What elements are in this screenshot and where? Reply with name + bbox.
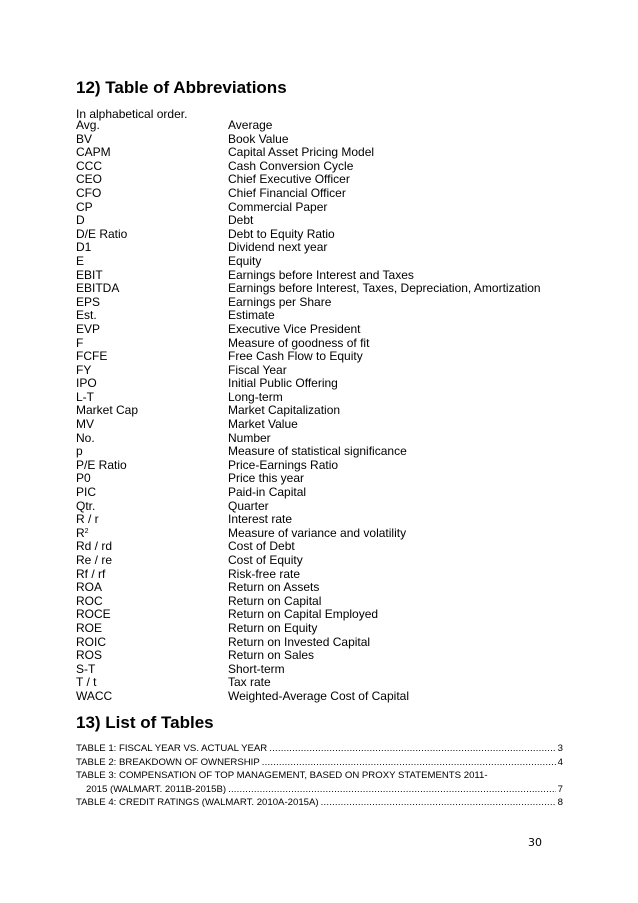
abbreviation-row: [76, 269, 556, 283]
abbreviation-meaning: Weighted-Average Cost of Capital: [228, 688, 409, 703]
toc-entry-table-3[interactable]: [76, 769, 563, 796]
abbreviation-row: [76, 676, 556, 690]
abbreviation-meaning: Price-Earnings Ratio: [228, 457, 339, 472]
abbreviation-row: [76, 513, 556, 527]
toc-entry-page: 7: [557, 783, 563, 795]
toc-entry-page: 4: [557, 756, 563, 768]
abbreviation-term-text: IPO: [76, 376, 97, 391]
toc-leader-dots: [321, 796, 556, 810]
abbreviation-term: [76, 676, 96, 690]
abbreviation-row: [76, 296, 556, 310]
abbreviation-term: [76, 649, 102, 663]
abbreviation-term-text: Rf / rf: [76, 566, 106, 581]
abbreviation-term: [76, 296, 100, 310]
abbreviation-term-text: P/E Ratio: [76, 457, 127, 472]
abbreviation-term-text: D1: [76, 240, 92, 255]
abbreviation-meaning: Cost of Debt: [228, 539, 295, 554]
abbreviation-term: [76, 201, 93, 215]
abbreviation-row: [76, 377, 556, 391]
toc-leader-dots: [269, 742, 555, 756]
abbreviation-row: [76, 187, 556, 201]
abbreviation-term-text: ROS: [76, 648, 103, 663]
abbreviation-term: [76, 323, 100, 337]
abbreviation-term: [76, 513, 99, 527]
abbreviation-term: [76, 472, 91, 486]
abbreviation-row: [76, 133, 556, 147]
abbreviation-meaning: Earnings per Share: [228, 294, 332, 309]
abbreviation-row: [76, 241, 556, 255]
abbreviation-term: [76, 269, 103, 283]
abbreviation-term-text: BV: [76, 131, 93, 146]
abbreviation-term: [76, 540, 112, 554]
abbreviation-term-text: D/E Ratio: [76, 226, 128, 241]
abbreviation-term-text: p: [76, 444, 83, 459]
abbreviation-meaning: Measure of variance and volatility: [228, 525, 407, 540]
abbreviation-row: [76, 459, 556, 473]
abbreviations-intro: In alphabetical order.: [76, 107, 188, 121]
abbreviation-meaning: Capital Asset Pricing Model: [228, 145, 375, 160]
abbreviation-term: [76, 432, 95, 446]
abbreviation-row: [76, 350, 556, 364]
abbreviation-term: [76, 690, 112, 704]
abbreviation-meaning: Debt to Equity Ratio: [228, 226, 335, 241]
toc-entry-table-4[interactable]: [76, 796, 563, 810]
abbreviation-meaning: Return on Capital Employed: [228, 607, 379, 622]
abbreviation-meaning: Earnings before Interest and Taxes: [228, 267, 414, 282]
abbreviation-term: [76, 119, 100, 133]
abbreviation-row: [76, 228, 556, 242]
abbreviation-row: [76, 282, 556, 296]
abbreviation-term: [76, 337, 83, 351]
toc-leader-dots: [228, 783, 556, 797]
abbreviation-meaning: Earnings before Interest, Taxes, Depreciation, Amortization: [228, 281, 541, 296]
abbreviation-term-text: P0: [76, 471, 91, 486]
abbreviation-row: [76, 309, 556, 323]
abbreviation-meaning: Risk-free rate: [228, 566, 301, 581]
abbreviation-term-text: Est.: [76, 308, 97, 323]
abbreviation-term: [76, 187, 101, 201]
abbreviation-meaning: Measure of statistical significance: [228, 444, 407, 459]
abbreviation-term: [76, 214, 85, 228]
abbreviation-row: [76, 663, 556, 677]
abbreviation-row: [76, 391, 556, 405]
abbreviation-meaning: Return on Assets: [228, 580, 320, 595]
abbreviation-row: [76, 364, 556, 378]
abbreviation-term-text: CEO: [76, 172, 103, 187]
page-number: 30: [528, 836, 542, 849]
abbreviation-meaning: Equity: [228, 253, 262, 268]
abbreviation-row: [76, 540, 556, 554]
abbreviation-row: [76, 690, 556, 704]
toc-entry-table-2[interactable]: [76, 756, 563, 770]
abbreviation-meaning: Number: [228, 430, 271, 445]
abbreviation-row: [76, 608, 556, 622]
abbreviation-term: [76, 418, 94, 432]
abbreviation-term-text: ROE: [76, 620, 103, 635]
abbreviation-term-text: ROA: [76, 580, 103, 595]
abbreviation-term: [76, 459, 127, 473]
abbreviation-term-text: CAPM: [76, 145, 111, 160]
abbreviations-list: [76, 119, 556, 704]
abbreviation-meaning: Measure of goodness of fit: [228, 335, 370, 350]
abbreviation-meaning: Interest rate: [228, 512, 293, 527]
abbreviation-row: [76, 160, 556, 174]
toc-entry-label: TABLE 4: CREDIT RATINGS (WALMART. 2010A-2015A): [76, 797, 319, 808]
abbreviation-term: [76, 377, 97, 391]
abbreviation-term: [76, 500, 95, 514]
abbreviation-term-text: D: [76, 213, 85, 228]
abbreviation-row: [76, 622, 556, 636]
abbreviation-row: [76, 119, 556, 133]
abbreviation-term-text: R: [76, 525, 85, 540]
superscript: 2: [84, 527, 89, 535]
abbreviation-term-text: CCC: [76, 158, 102, 173]
abbreviation-row: [76, 500, 556, 514]
abbreviation-term-text: F: [76, 335, 84, 350]
abbreviation-meaning: Initial Public Offering: [228, 376, 338, 391]
abbreviation-meaning: Market Capitalization: [228, 403, 341, 418]
abbreviation-term: [76, 255, 84, 269]
abbreviation-row: [76, 255, 556, 269]
abbreviation-row: [76, 201, 556, 215]
abbreviation-term-text: E: [76, 253, 85, 268]
list-of-tables: [76, 742, 563, 810]
abbreviation-term-text: EPS: [76, 294, 101, 309]
abbreviation-row: [76, 595, 556, 609]
abbreviation-term: [76, 241, 91, 255]
abbreviation-meaning: Debt: [228, 213, 254, 228]
abbreviation-term-text: FCFE: [76, 349, 108, 364]
abbreviation-term: [76, 173, 102, 187]
abbreviation-term: [76, 581, 102, 595]
abbreviation-meaning: Fiscal Year: [228, 362, 287, 377]
abbreviation-term-text: Avg.: [76, 118, 100, 132]
abbreviation-meaning: Chief Financial Officer: [228, 185, 346, 200]
toc-entry-page: 8: [557, 797, 563, 808]
abbreviation-meaning: Commercial Paper: [228, 199, 328, 214]
toc-entry-label-line1: TABLE 3: COMPENSATION OF TOP MANAGEMENT, BASED ON PROXY STATEMENTS 2011-: [76, 770, 488, 781]
abbreviation-term-text: T / t: [76, 675, 97, 690]
toc-leader-dots: [262, 756, 556, 770]
abbreviation-term-text: ROCE: [76, 607, 111, 622]
abbreviation-term-text: Re / re: [76, 553, 113, 567]
abbreviation-term-text: EVP: [76, 321, 101, 336]
abbreviation-term-text: ROIC: [76, 634, 106, 649]
abbreviation-term-text: CFO: [76, 185, 102, 200]
abbreviation-meaning: Price this year: [228, 471, 305, 486]
abbreviation-row: [76, 472, 556, 486]
abbreviation-term-text: Market Cap: [76, 403, 139, 418]
toc-entry-label: TABLE 2: BREAKDOWN OF OWNERSHIP: [76, 756, 260, 768]
abbreviation-term: [76, 133, 92, 147]
abbreviation-term-text: PIC: [76, 485, 97, 500]
abbreviation-term: [76, 309, 97, 323]
abbreviation-term-text: L-T: [76, 389, 94, 404]
abbreviation-row: [76, 568, 556, 582]
abbreviation-row: [76, 323, 556, 337]
abbreviation-term: [76, 404, 138, 418]
abbreviation-term-text: CP: [76, 199, 93, 214]
abbreviation-term: [76, 282, 119, 296]
toc-entry-page: 3: [557, 743, 563, 754]
abbreviation-row: [76, 173, 556, 187]
abbreviation-row: [76, 527, 556, 541]
abbreviation-term-text: WACC: [76, 688, 113, 703]
abbreviation-term: [76, 364, 91, 378]
abbreviation-term-text: FY: [76, 362, 92, 377]
abbreviation-meaning: Cost of Equity: [228, 553, 303, 567]
abbreviation-row: [76, 404, 556, 418]
abbreviation-meaning: Return on Invested Capital: [228, 634, 371, 649]
toc-entry-table-1[interactable]: [76, 742, 563, 756]
abbreviation-meaning: Short-term: [228, 661, 285, 676]
abbreviation-term: [76, 595, 103, 609]
toc-entry-label: TABLE 1: FISCAL YEAR VS. ACTUAL YEAR: [76, 743, 268, 754]
abbreviation-meaning: Chief Executive Officer: [228, 172, 350, 187]
abbreviation-row: [76, 636, 556, 650]
abbreviation-meaning: Quarter: [228, 498, 269, 513]
abbreviation-meaning: Long-term: [228, 389, 283, 404]
abbreviation-row: [76, 418, 556, 432]
abbreviation-term-text: EBIT: [76, 267, 103, 282]
abbreviation-meaning: Return on Sales: [228, 648, 315, 663]
abbreviation-term: [76, 527, 89, 541]
abbreviation-term: [76, 608, 111, 622]
abbreviation-term-text: MV: [76, 417, 94, 432]
abbreviation-term: [76, 568, 105, 582]
abbreviation-term: [76, 486, 96, 500]
abbreviation-term: [76, 160, 102, 174]
abbreviation-term: [76, 146, 111, 160]
abbreviation-term: [76, 622, 102, 636]
abbreviation-meaning: Return on Capital: [228, 593, 322, 608]
abbreviation-term-text: No.: [76, 430, 95, 445]
abbreviation-meaning: Market Value: [228, 417, 298, 432]
abbreviation-term: [76, 445, 83, 459]
abbreviation-row: [76, 214, 556, 228]
abbreviation-row: [76, 486, 556, 500]
abbreviation-row: [76, 649, 556, 663]
abbreviation-term: [76, 554, 112, 568]
section-12-heading: 12) Table of Abbreviations: [76, 78, 287, 97]
abbreviation-row: [76, 581, 556, 595]
abbreviation-term-text: EBITDA: [76, 281, 120, 296]
abbreviation-meaning: Cash Conversion Cycle: [228, 158, 354, 173]
abbreviation-term: [76, 391, 94, 405]
abbreviation-term: [76, 636, 106, 650]
abbreviation-row: [76, 445, 556, 459]
abbreviation-meaning: Executive Vice President: [228, 321, 361, 336]
abbreviation-term: [76, 350, 107, 364]
abbreviation-meaning: Average: [228, 118, 273, 132]
section-13-heading: 13) List of Tables: [76, 713, 214, 732]
abbreviation-meaning: Return on Equity: [228, 620, 318, 635]
abbreviation-term-text: R / r: [76, 512, 99, 527]
abbreviation-row: [76, 337, 556, 351]
abbreviation-row: [76, 146, 556, 160]
toc-entry-label: 2015 (WALMART. 2011B-2015B): [86, 783, 227, 795]
abbreviation-term-text: S-T: [76, 661, 96, 676]
abbreviation-row: [76, 432, 556, 446]
abbreviation-term-text: ROC: [76, 593, 103, 608]
abbreviation-term-text: Qtr.: [76, 498, 96, 513]
abbreviation-meaning: Book Value: [228, 131, 289, 146]
abbreviation-meaning: Tax rate: [228, 675, 271, 690]
abbreviation-meaning: Free Cash Flow to Equity: [228, 349, 363, 364]
abbreviation-meaning: Paid-in Capital: [228, 485, 307, 500]
abbreviation-term: [76, 228, 127, 242]
abbreviation-term: [76, 663, 95, 677]
abbreviation-term-text: Rd / rd: [76, 539, 113, 554]
abbreviation-row: [76, 554, 556, 568]
abbreviation-meaning: Estimate: [228, 308, 275, 323]
abbreviation-meaning: Dividend next year: [228, 240, 328, 255]
